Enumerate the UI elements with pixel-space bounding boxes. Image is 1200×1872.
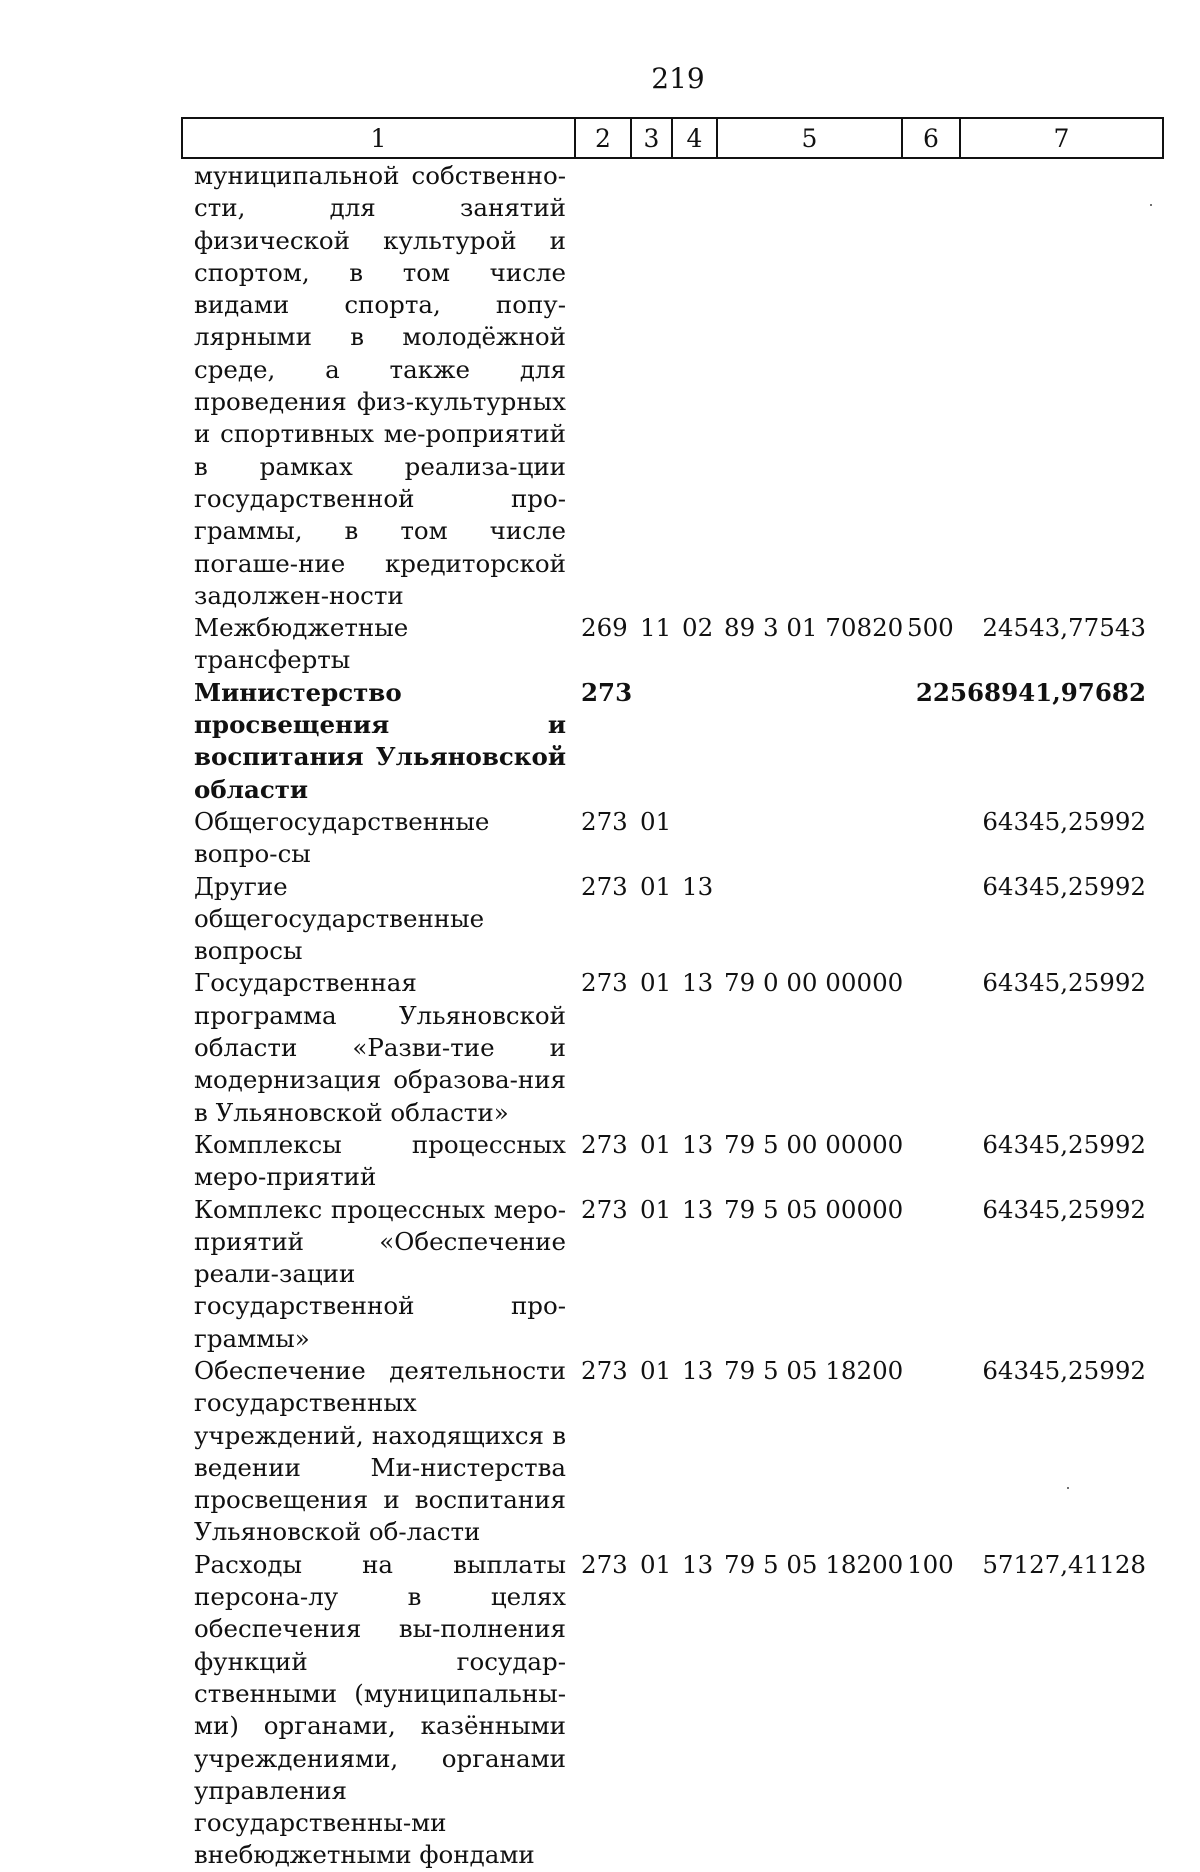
target-article-code: 79 5 05 18200	[724, 1355, 904, 1385]
expense-type-code: 100	[907, 1549, 954, 1579]
table-row	[194, 160, 1174, 612]
amount: 64345,25992	[982, 1129, 1146, 1159]
table-row	[194, 871, 1174, 968]
dept-code: 273	[581, 871, 628, 901]
target-article-code: 79 5 05 18200	[724, 1549, 904, 1579]
scan-speck	[1150, 204, 1152, 206]
table-row	[194, 677, 1174, 806]
subsection-code: 13	[682, 1355, 714, 1385]
row-codes	[194, 1194, 1174, 1226]
amount: 22568941,97682	[915, 677, 1146, 707]
table-row	[194, 612, 1174, 677]
header-col-1: 1	[183, 119, 576, 157]
table-row	[194, 1355, 1174, 1549]
amount: 64345,25992	[982, 968, 1146, 998]
dept-code: 273	[581, 806, 628, 836]
section-code: 11	[640, 613, 672, 643]
row-codes	[194, 677, 1174, 709]
row-codes	[194, 967, 1174, 999]
header-col-7: 7	[1053, 123, 1070, 153]
row-name: Государственная программа Ульяновской области «Разви-тие и модернизация образова-ния в Ульяновской области»	[194, 968, 566, 1127]
dept-code: 273	[581, 968, 628, 998]
amount: 24543,77543	[982, 613, 1146, 643]
table-row	[194, 806, 1174, 871]
row-codes	[194, 160, 1174, 192]
dept-code: 269	[581, 613, 628, 643]
table-header	[181, 117, 1164, 159]
header-col-6: 6	[903, 119, 961, 157]
header-col-5: 5	[718, 119, 903, 157]
section-code: 01	[640, 871, 672, 901]
row-codes	[194, 612, 1174, 644]
subsection-code: 13	[682, 1129, 714, 1159]
target-article-code: 89 3 01 70820	[724, 613, 904, 643]
target-article-code: 79 5 05 00000	[724, 1194, 904, 1224]
expense-type-code: 500	[907, 613, 954, 643]
row-name: Расходы на выплаты персона-лу в целях обеспечения вы-полнения функций государ-ственными (муниципальны-ми) органами, казёнными учреждениями, органами управления государственны-ми внебюджетными фондами	[194, 1549, 566, 1870]
row-codes	[194, 1549, 1174, 1581]
dept-code: 273	[581, 677, 633, 707]
dept-code: 273	[581, 1549, 628, 1579]
subsection-code: 02	[682, 613, 714, 643]
row-codes	[194, 1355, 1174, 1387]
amount: 64345,25992	[982, 806, 1146, 836]
row-name: Другие общегосударственные вопросы	[194, 871, 485, 966]
dept-code: 273	[581, 1129, 628, 1159]
section-code: 01	[640, 1129, 672, 1159]
section-code: 01	[640, 968, 672, 998]
table-row	[194, 967, 1174, 1128]
target-article-code: 79 5 00 00000	[724, 1129, 904, 1159]
table-body	[194, 160, 1174, 1872]
dept-code: 273	[581, 1355, 628, 1385]
row-name: Обеспечение деятельности государственных учреждений, находящихся в ведении Ми-нистерства просвещения и воспитания Ульяновской об-ласти	[194, 1355, 566, 1547]
amount: 64345,25992	[982, 1355, 1146, 1385]
dept-code: 273	[581, 1194, 628, 1224]
subsection-code: 13	[682, 968, 714, 998]
table-row	[194, 1129, 1174, 1194]
row-name: Комплекс процессных меро-приятий «Обеспечение реали-зации государственной про-граммы»	[194, 1194, 566, 1353]
amount: 64345,25992	[982, 1194, 1146, 1224]
row-name: Межбюджетные трансферты	[194, 613, 409, 675]
header-col-2: 2	[576, 119, 632, 157]
section-code: 01	[640, 1194, 672, 1224]
section-code: 01	[640, 806, 672, 836]
row-codes	[194, 1129, 1174, 1161]
target-article-code: 79 0 00 00000	[724, 968, 904, 998]
row-name: Комплексы процессных меро-приятий	[194, 1129, 566, 1192]
amount: 64345,25992	[982, 871, 1146, 901]
row-name: Министерство просвещения и воспитания Ульяновской области	[194, 677, 566, 804]
subsection-code: 13	[682, 1549, 714, 1579]
table-row	[194, 1549, 1174, 1872]
amount: 57127,41128	[982, 1549, 1146, 1579]
subsection-code: 13	[682, 1194, 714, 1224]
subsection-code: 13	[682, 871, 714, 901]
section-code: 01	[640, 1355, 672, 1385]
header-col-3: 3	[632, 119, 673, 157]
section-code: 01	[640, 1549, 672, 1579]
row-name: муниципальной собственно-сти, для занятий физической культурой и спортом, в том числе видами спорта, попу-лярными в молодёжной среде, а также для проведения физ-культурных и спортивных ме-роприятий в рамках реализа-ции государственной про-граммы, в том числе погаше-ние кредиторской задолжен-ности	[194, 161, 566, 610]
page-number: 219	[651, 62, 705, 95]
row-codes	[194, 871, 1174, 903]
header-col-4: 4	[673, 119, 718, 157]
row-name: Общегосударственные вопро-сы	[194, 806, 490, 869]
row-codes	[194, 806, 1174, 838]
scan-speck	[1067, 1487, 1069, 1489]
table-row	[194, 1194, 1174, 1355]
